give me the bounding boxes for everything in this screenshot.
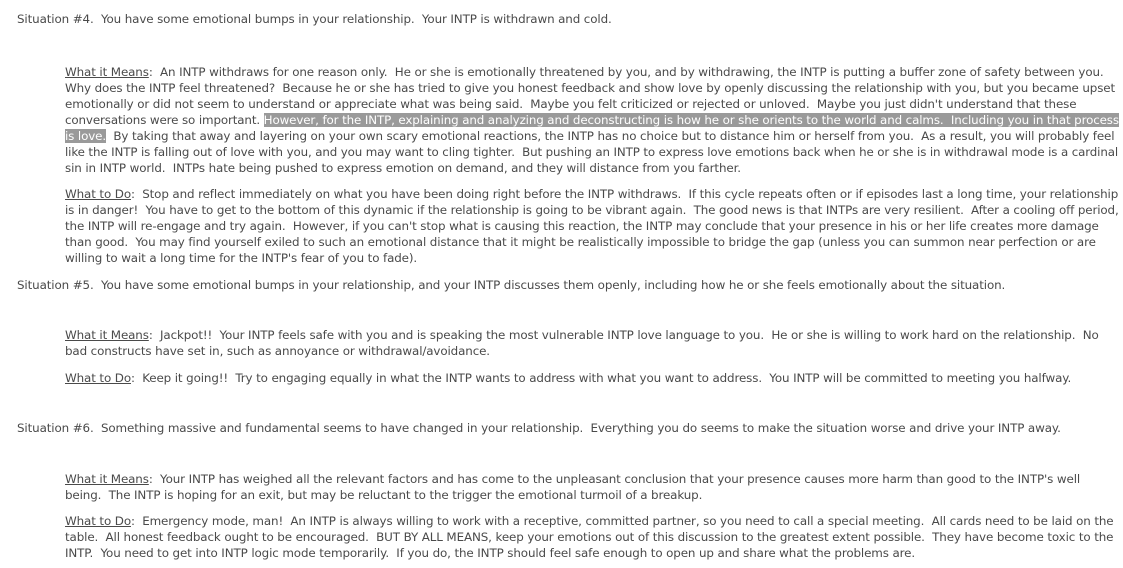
highlighted-text-selection[interactable]: However, for the INTP, explaining and analyzing and deconstructing is how he or she orients to the world and calms. Including you in that process — [263, 113, 1119, 127]
situation-6-todo-line-1 — [65, 513, 1113, 529]
what-it-means-label: What it Means — [65, 472, 149, 486]
situation-4-heading: Situation #4. You have some emotional bumps in your relationship. Your INTP is withdrawn and cold. — [17, 12, 612, 26]
meaning-text: By taking that away and layering on your own scary emotional reactions, the INTP has no choice but to distance him or herself from you. As a result, you will probably feel — [106, 129, 1115, 143]
situation-4-meaning-line-3: emotionally or did not seem to understand or appreciate what was being said. Maybe you felt criticized or rejected or unloved. Maybe you just didn't understand that these — [65, 97, 1077, 111]
situation-5-meaning-line-1 — [65, 327, 1099, 343]
what-to-do-label: What to Do — [65, 371, 131, 385]
what-it-means-label: What it Means — [65, 328, 149, 342]
situation-4-todo-line-5: willing to wait a long time for the INTP's fear of you to fade). — [65, 251, 418, 265]
what-to-do-label: What to Do — [65, 514, 131, 528]
situation-6-todo-line-2: table. All honest feedback ought to be encouraged. BUT BY ALL MEANS, keep your emotions out of this discussion to the greatest extent possible. They have become toxic to the — [65, 530, 1114, 544]
todo-text: : Keep it going!! Try to engaging equally in what the INTP wants to address with what you want to address. You INTP will be committed to meeting you halfway. — [130, 371, 1072, 385]
situation-4-meaning-line-2: Why does the INTP feel threatened? Because he or she has tried to give you honest feedback and show love by openly discussing the relationship with you, but you became upset — [65, 81, 1116, 95]
situation-5-heading: Situation #5. You have some emotional bumps in your relationship, and your INTP discusses them openly, including how he or she feels emotionally about the situation. — [17, 278, 1006, 292]
situation-4-meaning-line-7: sin in INTP world. INTPs hate being pushed to express emotion on demand, and they will distance from you farther. — [65, 161, 741, 175]
situation-4-todo-line-3: the INTP will re-engage and try again. However, if you can't stop what is causing this reaction, the INTP may conclude that your presence in his or her life creates more damage — [65, 219, 1099, 233]
situation-4-todo-line-1 — [65, 186, 1118, 202]
meaning-text: : Jackpot!! Your INTP feels safe with you and is speaking the most vulnerable INTP love language to you. He or she is willing to work hard on the relationship. No — [148, 328, 1099, 342]
situation-6-meaning-line-1 — [65, 471, 1080, 487]
todo-text: : Emergency mode, man! An INTP is always willing to work with a receptive, committed partner, so you need to call a special meeting. All cards need to be laid on the — [130, 514, 1114, 528]
what-it-means-label: What it Means — [65, 65, 149, 79]
highlighted-text-selection[interactable]: is love. — [65, 129, 107, 143]
meaning-text: : An INTP withdraws for one reason only. He or she is emotionally threatened by you, and by withdrawing, the INTP is putting a buffer zone of safety between you. — [148, 65, 1104, 79]
situation-4-meaning-line-1 — [65, 64, 1104, 80]
meaning-text: : Your INTP has weighed all the relevant factors and has come to the unpleasant conclusion that your presence causes more harm than good to the INTP's well — [148, 472, 1081, 486]
situation-4-meaning-line-6: like the INTP is falling out of love with you, and you may want to cling tighter. But pushing an INTP to express love emotions back when he or she is in withdrawal mode is a cardinal — [65, 145, 1119, 159]
situation-6-heading: Situation #6. Something massive and fundamental seems to have changed in your relationship. Everything you do seems to make the situation worse and drive your INTP away. — [17, 421, 1061, 435]
situation-5-meaning-line-2: bad constructs have set in, such as annoyance or withdrawal/avoidance. — [65, 344, 490, 358]
what-to-do-label: What to Do — [65, 187, 131, 201]
todo-text: : Stop and reflect immediately on what you have been doing right before the INTP withdraws. If this cycle repeats often or if episodes last a long time, your relationship — [130, 187, 1119, 201]
situation-6-todo-line-3: INTP. You need to get into INTP logic mode temporarily. If you do, the INTP should feel safe enough to open up and share what the problems are. — [65, 546, 916, 560]
meaning-text: conversations were so important. — [65, 113, 264, 127]
situation-4-todo-line-4: than good. You may find yourself exiled to such an emotional distance that it might be realistically impossible to bridge the gap (unless you can summon near perfection or are — [65, 235, 1096, 249]
situation-4-meaning-line-4 — [65, 112, 1119, 128]
situation-4-meaning-line-5 — [65, 128, 1114, 144]
situation-6-meaning-line-2: being. The INTP is hoping for an exit, but may be reluctant to the trigger the emotional turmoil of a breakup. — [65, 488, 703, 502]
situation-5-todo-line-1 — [65, 370, 1071, 386]
situation-4-todo-line-2: is in danger! You have to get to the bottom of this dynamic if the relationship is going to be vibrant again. The good news is that INTPs are very resilient. After a cooling off period, — [65, 203, 1119, 217]
